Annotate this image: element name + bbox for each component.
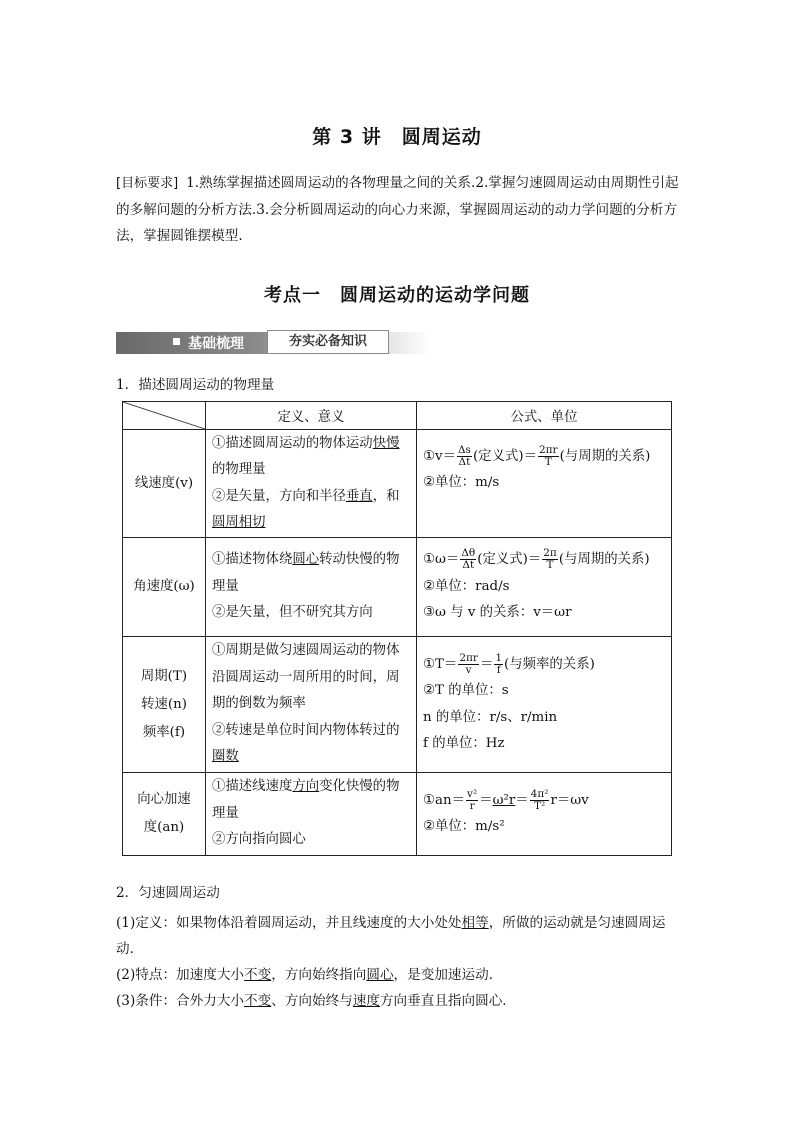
square-icon <box>173 338 180 345</box>
quantities-table <box>122 401 672 856</box>
row-definition: ①周期是做匀速圆周运动的物体沿圆周运动一周所用的时间，周期的倒数为频率 ②转速是单位时间内物体转过的圈数 <box>206 637 417 773</box>
table-header-row <box>123 402 672 430</box>
column-header: 公式、单位 <box>417 402 672 430</box>
goal-paragraph <box>116 170 681 249</box>
condition-paragraph: (3)条件：合外力大小不变、方向始终与速度方向垂直且指向圆心． <box>116 993 516 1009</box>
goal-tag: [目标要求] <box>116 176 179 191</box>
row-formula: ①v＝ $\frac{\Delta s}{\Delta t}$ (定义式)＝ $\frac{2\pi r}{T}$ (与周期的关系) ②单位：m/s <box>417 430 672 538</box>
row-name: 线速度(v) <box>123 430 206 538</box>
feature-paragraph: (2)特点：加速度大小不变，方向始终指向圆心，是变加速运动． <box>116 967 503 983</box>
table-row <box>123 538 672 637</box>
row-definition: ①描述线速度方向变化快慢的物理量 ②方向指向圆心 <box>206 773 417 856</box>
definition-paragraph: (1)定义：如果物体沿着圆周运动，并且线速度的大小处处相等，所做的运动就是匀速圆周运动． <box>116 915 666 957</box>
row-formula: ①ω＝ $\frac{\Delta\theta}{\Delta t}$ (定义式)＝ $\frac{2\pi}{T}$ (与周期的关系) ②单位：rad/s ③ω 与 v 的关系：v＝ωr <box>417 538 672 637</box>
section-title: 考点一 圆周运动的运动学问题 <box>264 285 530 306</box>
row-formula: ①an＝ $\frac{\text{v²}}{r}$ ＝ω²r＝ $\frac{\text{4π²}}{\text{T²}}$ r＝ωv ②单位：m/s² <box>417 773 672 856</box>
row-formula: ①T＝ $\frac{2\pi r}{v}$ ＝ $\frac{1}{f}$ (与频率的关系) ②T 的单位：s n 的单位：r/s、r/min f 的单位：Hz <box>417 637 672 773</box>
table-row <box>123 637 672 773</box>
row-definition: ①描述物体绕圆心转动快慢的物理量 ②是矢量，但不研究其方向 <box>206 538 417 637</box>
subheading-2: 2．匀速圆周运动 <box>116 885 220 901</box>
diagonal-header-cell <box>123 402 206 430</box>
column-header: 定义、意义 <box>206 402 417 430</box>
row-name: 周期(T) 转速(n) 频率(f) <box>123 637 206 773</box>
banner-label: 基础梳理 <box>188 336 244 352</box>
table-row <box>123 773 672 856</box>
page-title: 第 3 讲 圆周运动 <box>312 126 482 148</box>
row-name: 角速度(ω) <box>123 538 206 637</box>
goal-text: 1.熟练掌握描述圆周运动的各物理量之间的关系.2.掌握匀速圆周运动由周期性引起的多解问题的分析方法.3.会分析圆周运动的向心力来源，掌握圆周运动的动力学问题的分析方法，掌握圆锥摆模型. <box>116 175 679 244</box>
banner-sub: 夯实必备知识 <box>267 330 389 354</box>
table-row <box>123 430 672 538</box>
uniform-motion-section <box>116 880 681 1014</box>
row-name: 向心加速 度(an) <box>123 773 206 856</box>
row-definition: ①描述圆周运动的物体运动快慢的物理量 ②是矢量，方向和半径垂直，和 圆周相切 <box>206 430 417 538</box>
subheading-1: 1．描述圆周运动的物理量 <box>116 377 275 393</box>
section-banner <box>116 330 431 356</box>
